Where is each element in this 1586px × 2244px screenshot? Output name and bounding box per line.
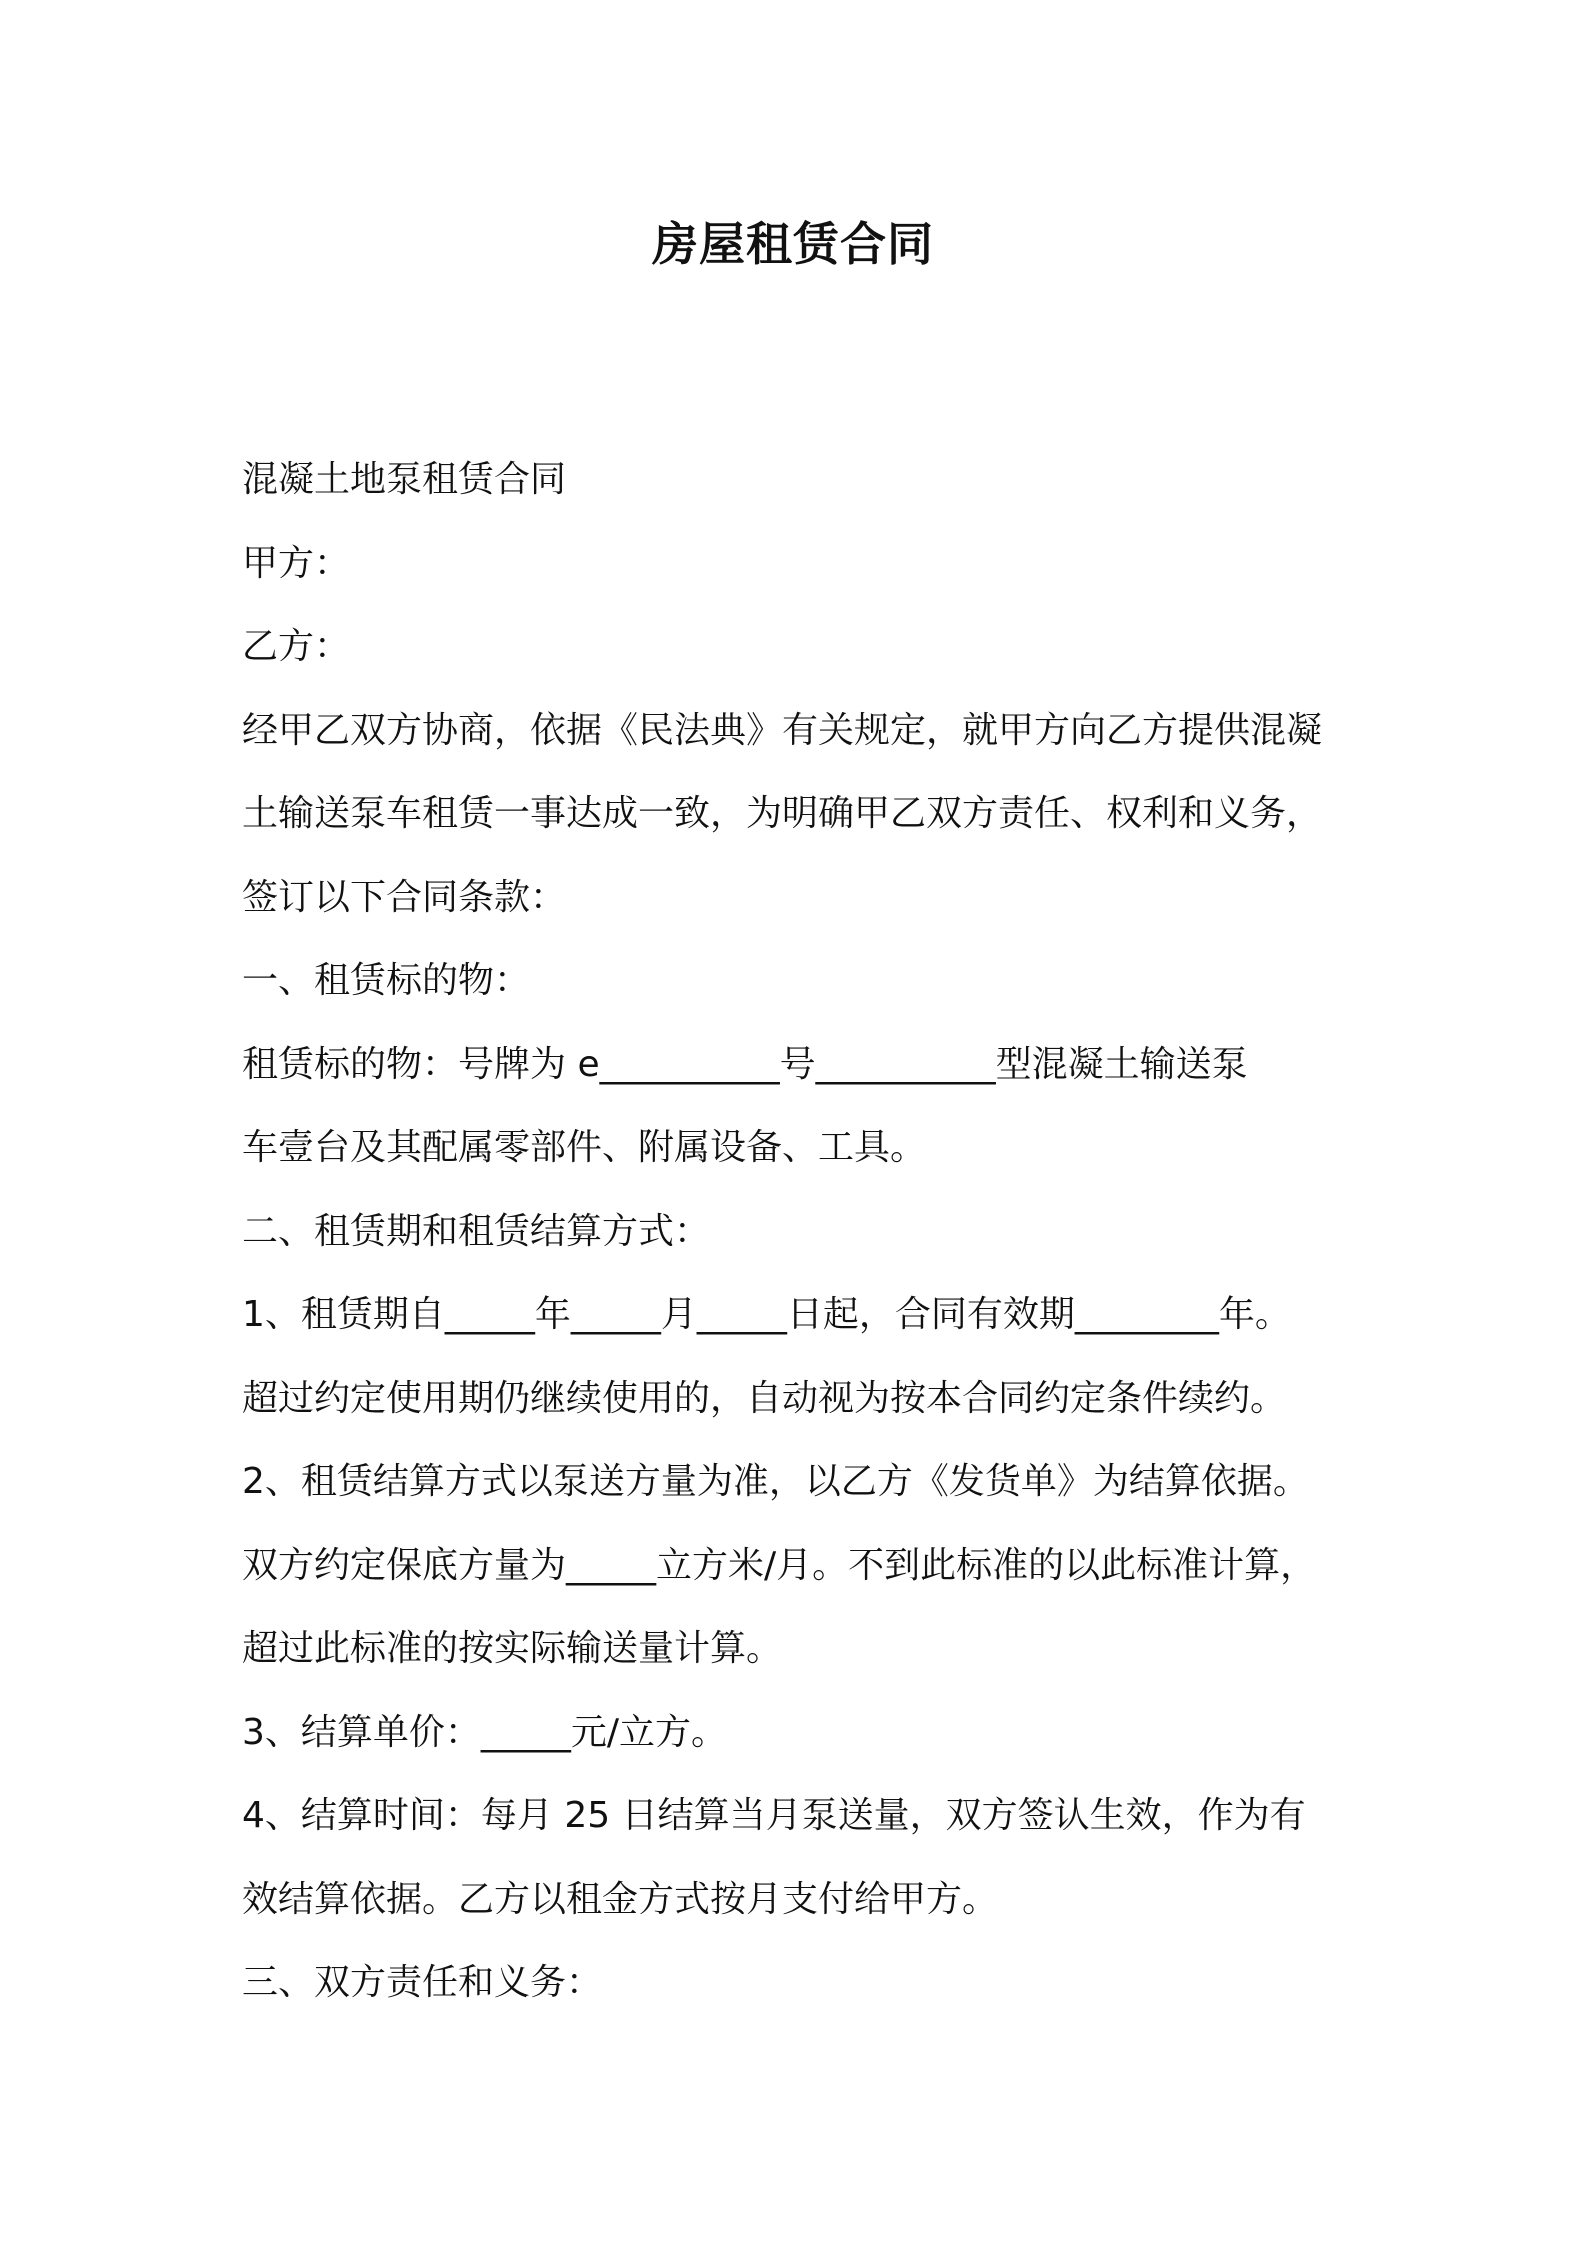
section-2-heading: 二、租赁期和租赁结算方式： bbox=[242, 1210, 711, 1252]
section-1-heading: 一、租赁标的物： bbox=[242, 960, 531, 1001]
preamble-line-1: 经甲乙双方协商，依据《民法典》有关规定，就甲方向乙方提供混凝 bbox=[242, 709, 1323, 751]
section-1-text-line-2: 车壹台及其配属零部件、附属设备、工具。 bbox=[242, 1127, 927, 1168]
clause-2-2-line-3: 超过此标准的按实际输送量计算。 bbox=[242, 1628, 783, 1669]
preamble-line-3: 签订以下合同条款： bbox=[242, 876, 567, 918]
document-body bbox=[242, 448, 1372, 2035]
clause-2-2-line-1: 2、租赁结算方式以泵送方量为准，以乙方《发货单》为结算依据。 bbox=[242, 1461, 1309, 1502]
section-1-text-line-1: 租赁标的物：号牌为 e__________号__________型混凝土输送泵 bbox=[242, 1043, 1248, 1085]
clause-2-4-line-1: 4、结算时间：每月 25 日结算当月泵送量，双方签认生效，作为有 bbox=[242, 1795, 1306, 1836]
clause-2-3-line: 3、结算单价：_____元/立方。 bbox=[242, 1711, 728, 1753]
clause-2-1-line-2: 超过约定使用期仍继续使用的，自动视为按本合同约定条件续约。 bbox=[242, 1377, 1287, 1419]
preamble-line-2: 土输送泵车租赁一事达成一致，为明确甲乙双方责任、权利和义务， bbox=[242, 793, 1323, 834]
subtitle-line: 混凝土地泵租赁合同 bbox=[242, 459, 567, 500]
party-b-line: 乙方： bbox=[242, 626, 351, 667]
clause-2-1-line-1: 1、租赁期自_____年_____月_____日起，合同有效期________年。 bbox=[242, 1294, 1291, 1335]
section-3-heading: 三、双方责任和义务： bbox=[242, 1962, 603, 2003]
clause-2-2-line-2: 双方约定保底方量为_____立方米/月。不到此标准的以此标准计算， bbox=[242, 1544, 1317, 1586]
document-title: 房屋租赁合同 bbox=[652, 217, 934, 271]
clause-2-4-line-2: 效结算依据。乙方以租金方式按月支付给甲方。 bbox=[242, 1878, 999, 1920]
party-a-line: 甲方： bbox=[242, 542, 351, 584]
